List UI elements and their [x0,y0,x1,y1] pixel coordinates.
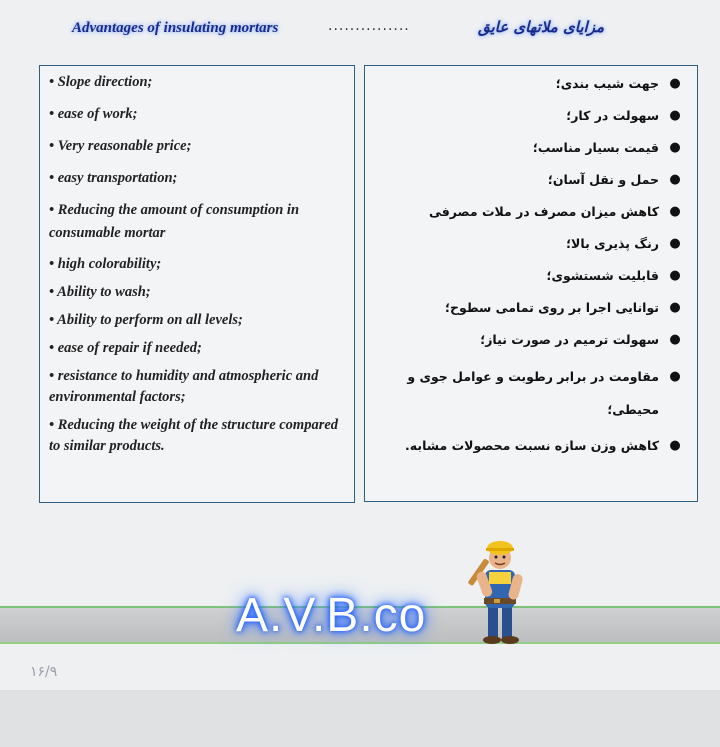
bullet-icon: ● [669,172,681,187]
bullet-icon: ● [669,204,681,219]
persian-item-text: قابلیت شستشوی؛ [546,268,659,283]
footer-strip [0,690,720,747]
english-item-colorability: • high colorability; [49,256,162,272]
persian-item [375,136,683,160]
english-item-repair: • ease of repair if needed; [49,340,202,356]
persian-item-text: کاهش میزان مصرف در ملات مصرفی [428,204,659,219]
english-advantages-list [49,71,346,457]
bullet-icon: ● [669,268,681,283]
persian-item-text: قیمت بسیار مناسب؛ [532,140,659,155]
persian-advantages-list [375,72,683,458]
persian-item [375,200,683,224]
persian-item-text: کاهش وزن سازه نسبت محصولات مشابه. [405,438,659,453]
english-advantages-panel [39,65,355,503]
persian-item-text: توانایی اجرا بر روی تمامی سطوح؛ [444,300,659,315]
bullet-icon: ● [669,76,681,91]
bullet-icon: ● [669,300,681,315]
persian-item [375,296,683,320]
english-item-ease-of-work: • ease of work; [49,106,138,122]
persian-item [375,328,683,352]
english-item-consumption: • Reducing the amount of consumption in consumable mortar [49,202,300,241]
bullet-icon: ● [669,140,681,155]
english-title: Advantages of insulating mortars [72,20,279,36]
bullet-icon: ● [669,236,681,251]
title-separator-dots: ............... [328,18,410,34]
bullet-icon: ● [669,438,681,453]
persian-item-text: سهولت در کار؛ [566,108,659,123]
persian-item [375,72,683,96]
persian-title: مزایای ملاتهای عایق [478,18,604,36]
english-item-wash: • Ability to wash; [49,284,151,300]
english-item-humidity: • resistance to humidity and atmospheric and environmental factors; [49,368,319,405]
bullet-icon: ● [669,108,681,123]
worker-mascot-icon [458,536,538,646]
persian-item-text: جهت شیب بندی؛ [555,76,659,91]
bullet-icon: ● [669,369,681,384]
english-item-weight: • Reducing the weight of the structure compared to similar products. [49,417,339,454]
persian-item [375,232,683,256]
persian-item [375,360,683,426]
persian-item [375,104,683,128]
persian-item [375,168,683,192]
bullet-icon: ● [669,332,681,347]
english-item-slope: • Slope direction; [49,74,153,90]
page-number: ۱۶/۹ [30,664,58,680]
persian-advantages-panel [364,65,698,502]
persian-item-text: مقاومت در برابر رطوبت و عوامل جوی و محیطی؛ [407,369,659,417]
persian-item-text: حمل و نقل آسان؛ [547,172,659,187]
persian-item [375,434,683,458]
persian-item-text: رنگ پذیری بالا؛ [566,236,659,251]
english-item-transport: • easy transportation; [49,170,178,186]
english-item-all-levels: • Ability to perform on all levels; [49,312,243,328]
avb-logo: A.V.B.co [236,589,427,642]
persian-item [375,264,683,288]
persian-item-text: سهولت ترمیم در صورت نیاز؛ [480,332,659,347]
english-item-price: • Very reasonable price; [49,138,192,154]
